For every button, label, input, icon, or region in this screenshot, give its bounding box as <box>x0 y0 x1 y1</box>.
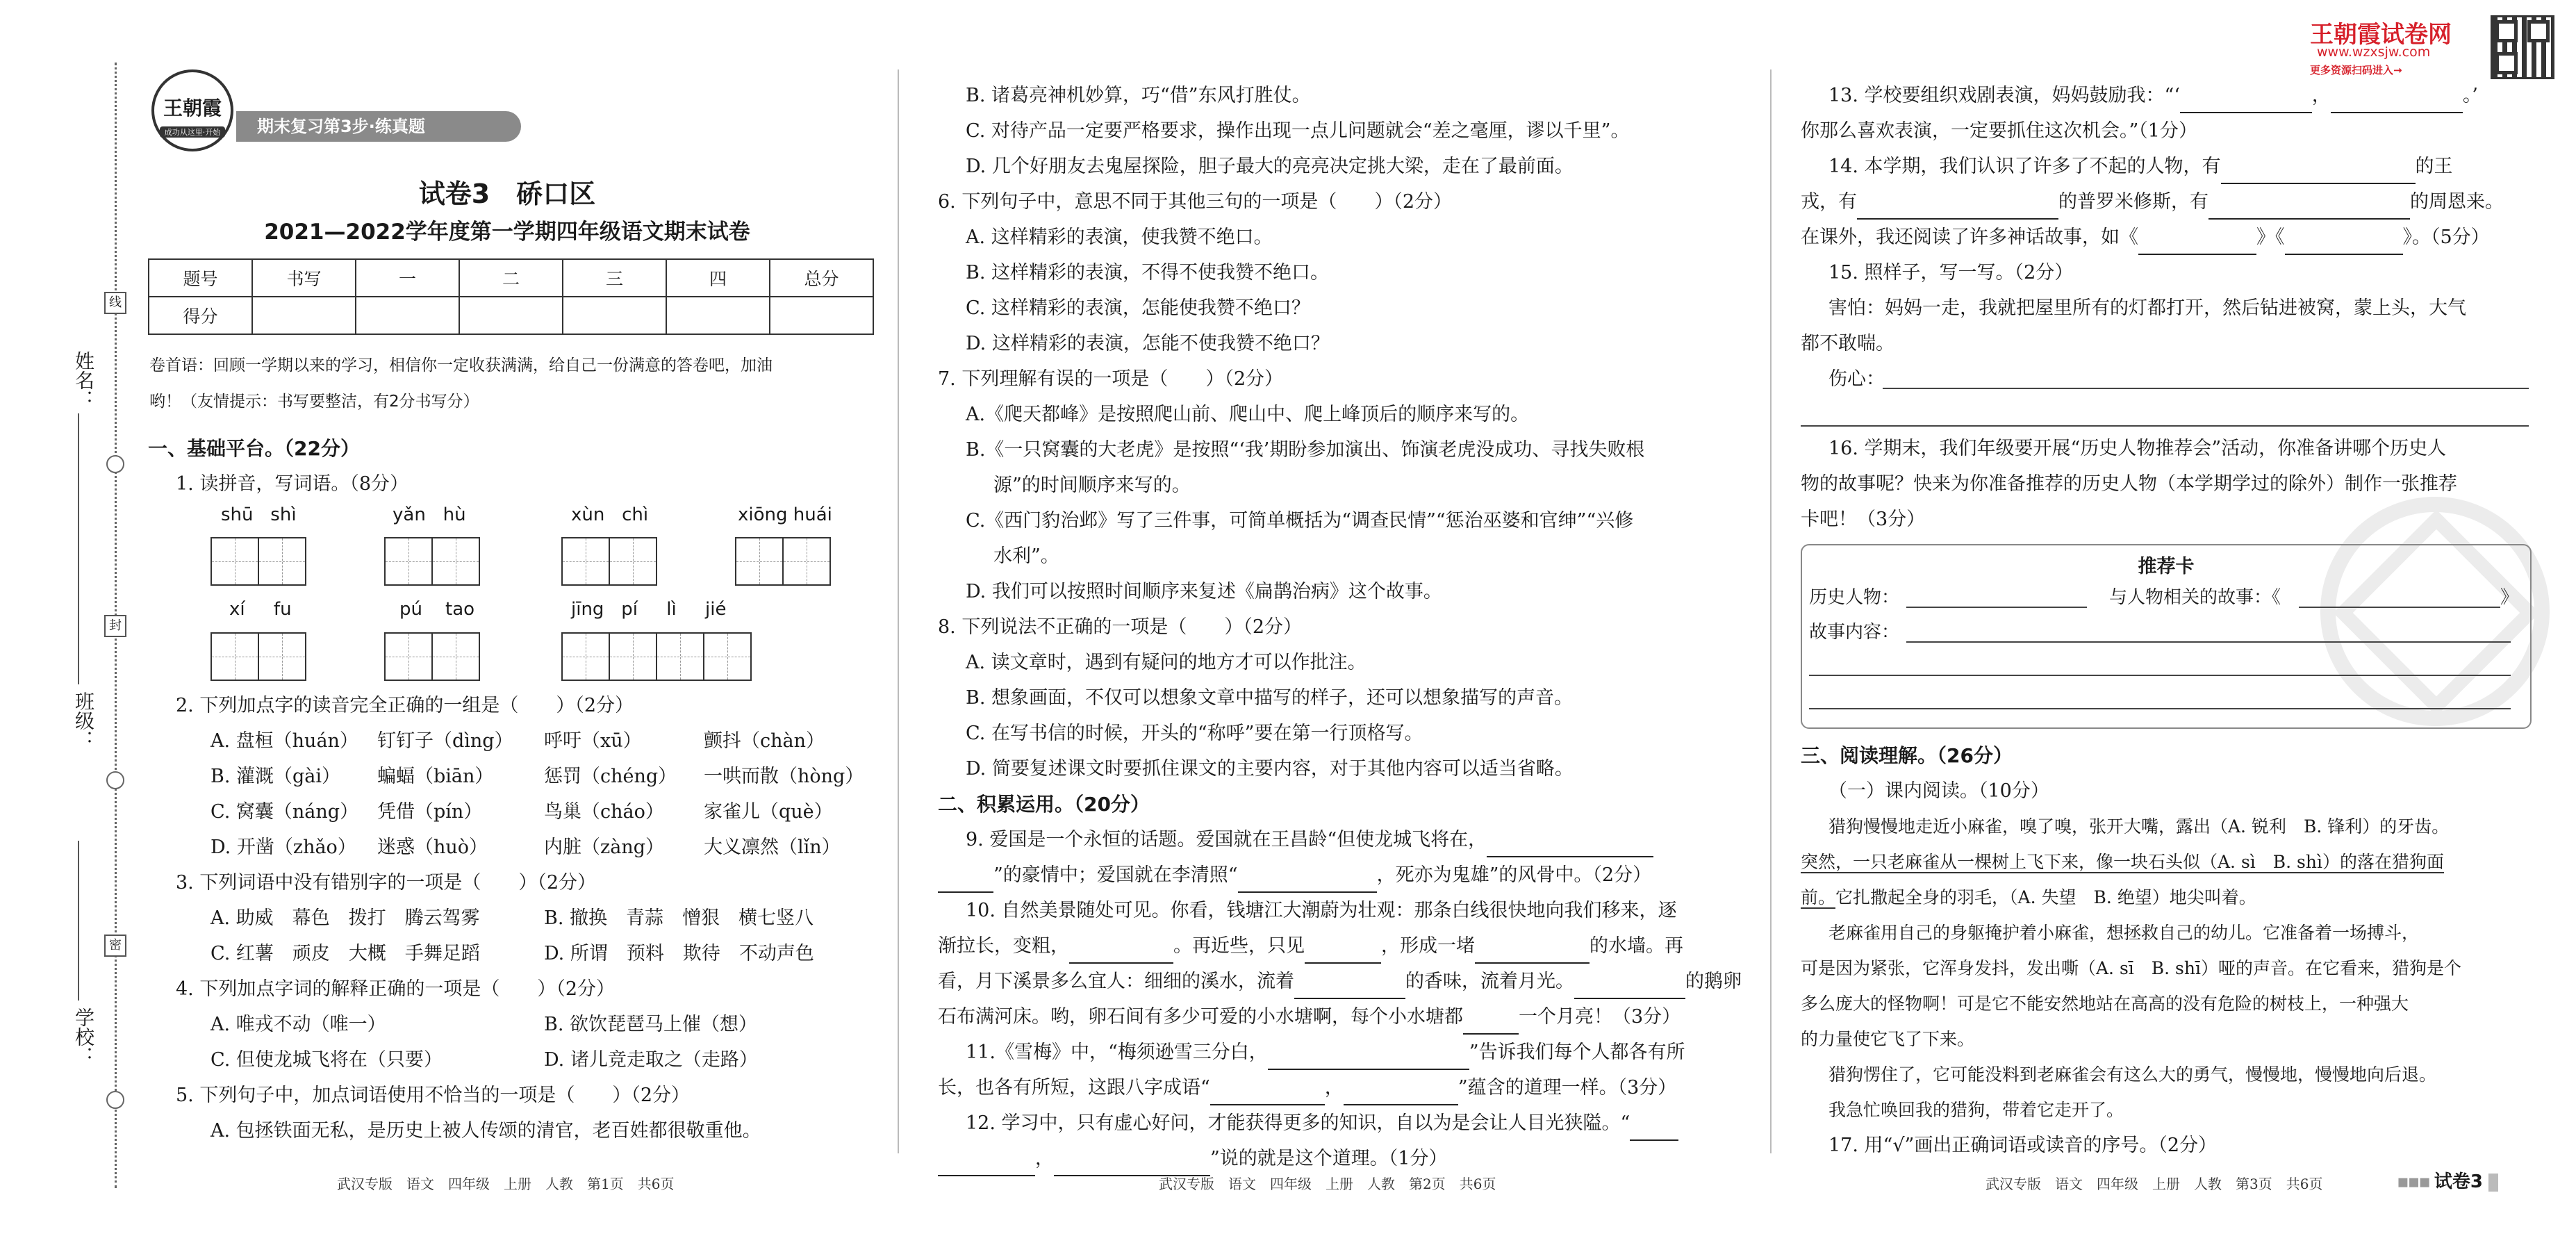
underlined-sentence: 突然，一只老麻雀从一棵树上飞下来，像一块石头似（A. sì B. shì）的落在猎狗面 <box>1801 852 2444 872</box>
score-header: 一 <box>356 259 459 297</box>
question-12 <box>938 1105 1751 1141</box>
column-divider <box>1770 69 1772 1153</box>
option[interactable]: B. 想象画面，不仅可以想象文章中描写的样子，还可以想象描写的声音。 <box>966 687 1574 709</box>
score-header: 四 <box>666 259 770 297</box>
score-header: 题号 <box>149 259 252 297</box>
question-5: 5. 下列句子中，加点词语使用不恰当的一项是（ ）（2分） <box>176 1085 691 1106</box>
pinyin-yanhu: yǎn hù <box>393 504 466 525</box>
qr-code-icon[interactable] <box>2491 15 2554 79</box>
answer-blank[interactable] <box>1487 835 1653 857</box>
column-2 <box>938 78 1751 1176</box>
answer-label-sad: 伤心： <box>1828 368 1885 390</box>
page-footer: 武汉专版 语文 四年级 上册 人教 第1页 共6页 <box>337 1176 675 1192</box>
answer-blank[interactable] <box>1294 977 1405 999</box>
option-row <box>210 1042 870 1078</box>
question-text: 》《 <box>2256 227 2285 248</box>
exam-subtitle: 2021—2022学年度第一学期四年级语文期末试卷 <box>264 220 750 245</box>
option: 迷惑（huò） <box>377 837 488 858</box>
option[interactable]: C.《西门豹治邺》写了三件事，可简单概括为“调查民情”“惩治巫婆和官绅”“兴修 <box>966 510 1634 532</box>
question-11 <box>938 1035 1751 1070</box>
card-story-end: 》 <box>2500 587 2519 608</box>
page-footer: 武汉专版 语文 四年级 上册 人教 第3页 共6页 <box>1985 1176 2323 1192</box>
tag-bar-icon <box>2488 1174 2498 1192</box>
option[interactable]: C. 窝囊（náng） <box>210 801 359 823</box>
option[interactable]: B. 诸葛亮神机妙算，巧“借”东风打胜仗。 <box>966 85 1311 106</box>
question-text: ， <box>2311 85 2331 106</box>
score-header: 书写 <box>252 259 356 297</box>
class-label: 班级： <box>72 691 95 750</box>
option-continued: 源”的时间顺序来写的。 <box>993 475 1191 496</box>
card-content-line[interactable] <box>1809 675 2511 676</box>
question-text: 看，月下溪景多么宜人：细细的溪水，流着 <box>938 971 1294 992</box>
section-heading: 二、积累运用。（20分） <box>938 793 1150 816</box>
answer-blank[interactable] <box>2180 91 2312 113</box>
question-text: 长，也各有所短，这跟八字成语“ <box>938 1077 1210 1098</box>
question-10-cont <box>938 928 1751 964</box>
option: 颤抖（chàn） <box>704 730 825 752</box>
school-label: 学校： <box>72 1007 95 1066</box>
binding-hole <box>106 1091 124 1109</box>
intro-line: 哟！（友情提示：书写要整洁，有2分书写分） <box>149 393 479 411</box>
option[interactable]: B. 欲饮琵琶马上催（想） <box>544 1014 758 1035</box>
question-2: 2. 下列加点字的读音完全正确的一组是（ ）（2分） <box>176 695 634 716</box>
question-text: ， <box>1324 1077 1344 1098</box>
passage-line: 多么庞大的怪物啊！可是它不能安然地站在高高的没有危险的树枝上，一种强大 <box>1801 994 2409 1014</box>
question-1: 1. 读拼音，写词语。（8分） <box>176 473 409 495</box>
option[interactable]: D. 所谓 预料 欺待 不动声色 <box>544 943 814 964</box>
question-6: 6. 下列句子中，意思不同于其他三句的一项是（ ）（2分） <box>938 191 1453 213</box>
score-header: 二 <box>459 259 563 297</box>
option[interactable]: A. 这样精彩的表演，使我赞不绝口。 <box>966 227 1273 248</box>
card-content-label: 故事内容： <box>1809 622 1900 643</box>
question-text: ”的豪情中；爱国就在李清照“ <box>993 864 1238 886</box>
card-content-line[interactable] <box>1906 641 2511 643</box>
step-banner: 期末复习第3步·练真题 <box>236 111 521 142</box>
paper-tag <box>2397 1167 2498 1193</box>
score-header: 三 <box>563 259 666 297</box>
char-grid[interactable] <box>210 632 305 681</box>
answer-blank[interactable] <box>1305 941 1381 964</box>
seal-box-secret: 密 <box>104 935 126 957</box>
intro-line: 卷首语：回顾一学期以来的学习，相信你一定收获满满，给自己一份满意的答卷吧，加油 <box>149 356 773 374</box>
question-13-cont: 你那么喜欢表演，一定要抓住这次机会。”（1分） <box>1801 120 2197 142</box>
answer-blank[interactable] <box>2331 91 2463 113</box>
question-16: 16. 学期末，我们年级要开展“历史人物推荐会”活动，你准备讲哪个历史人 <box>1828 438 2447 459</box>
binding-hole <box>106 771 124 789</box>
section-heading: 三、阅读理解。（26分） <box>1801 744 2013 767</box>
answer-blank[interactable] <box>938 871 993 893</box>
question-10-cont <box>938 964 1751 999</box>
column-3 <box>1801 78 2537 397</box>
pinyin-jingpilijie: jīng pí lì jié <box>571 599 727 620</box>
option: 呼吁（xū） <box>544 730 642 752</box>
passage-text: 它扎撒起全身的羽毛，（A. 失望 B. 绝望）地尖叫着。 <box>1835 887 2256 907</box>
option: 鸟巢（cháo） <box>544 801 664 823</box>
option: 家雀儿（què） <box>704 801 833 823</box>
question-text: 渐拉长，变粗， <box>938 935 1069 957</box>
option[interactable]: C. 对待产品一定要严格要求，操作出现一点儿问题就会“差之毫厘，谬以千里”。 <box>966 120 1630 142</box>
reading-passage <box>1801 809 2544 1128</box>
option: 一哄而散（hòng） <box>704 766 864 787</box>
question-15: 15. 照样子，写一写。（2分） <box>1828 262 2074 283</box>
binding-hole <box>106 455 124 473</box>
char-grid[interactable] <box>210 537 305 586</box>
question-9-cont <box>938 857 1751 893</box>
answer-blank[interactable] <box>1857 197 2058 220</box>
underlined-sentence: 前。 <box>1801 887 1836 907</box>
question-3: 3. 下列词语中没有错别字的一项是（ ）（2分） <box>176 872 597 894</box>
tag-dots-icon: ▪▪▪ <box>2397 1171 2434 1192</box>
card-content-line[interactable] <box>1809 708 2511 709</box>
question-17: 17. 用“√”画出正确词语或读音的序号。（2分） <box>1828 1135 2218 1156</box>
option-row <box>210 723 870 759</box>
option: 钉钉子（dìng） <box>377 730 513 752</box>
passage-line: 猎狗慢慢地走近小麻雀，嗅了嗅，张开大嘴，露出（A. 锐利 B. 锋利）的牙齿。 <box>1828 816 2450 837</box>
question-text: 石布满河床。哟，卵石间有多少可爱的小水塘啊，每个小水塘都 <box>938 1006 1463 1028</box>
answer-blank[interactable] <box>1574 977 1685 999</box>
char-grid[interactable] <box>384 537 479 586</box>
example-text: 都不敢喘。 <box>1801 333 1894 354</box>
option-row <box>210 1007 870 1042</box>
q3-options <box>148 900 870 971</box>
passage-line: 我急忙唤回我的猎狗，带着它走开了。 <box>1828 1100 2124 1120</box>
option-row <box>210 936 870 971</box>
page-footer: 武汉专版 语文 四年级 上册 人教 第2页 共6页 <box>1159 1176 1496 1192</box>
option: 内脏（zàng） <box>544 837 664 858</box>
column-3-q16 <box>1801 431 2537 537</box>
logo-text: 王朝霞 <box>163 97 222 120</box>
passage-line <box>1801 844 2544 880</box>
option[interactable]: A. 包拯铁面无私，是历史上被人传颂的清官，老百姓都很敬重他。 <box>210 1120 761 1142</box>
card-title: 推荐卡 <box>2138 556 2195 577</box>
question-13 <box>1801 78 2537 113</box>
answer-blank[interactable] <box>938 1154 1035 1176</box>
option-continued: 水利”。 <box>993 545 1059 567</box>
question-text: 的水墙。再 <box>1590 935 1683 957</box>
option[interactable]: D. 这样精彩的表演，怎能不使我赞不绝口？ <box>966 333 1330 354</box>
question-text: 的周恩来。 <box>2410 191 2504 213</box>
question-11-cont <box>938 1070 1751 1105</box>
column-3-reading <box>1801 738 2544 1163</box>
option[interactable]: D. 开凿（zhǎo） <box>210 837 356 858</box>
answer-blank[interactable] <box>1475 941 1590 964</box>
question-14 <box>1801 149 2537 184</box>
answer-line[interactable] <box>1883 388 2529 389</box>
pinyin-xifu: xí fu <box>229 599 292 620</box>
option: 惩罚（chéng） <box>544 766 677 787</box>
column-1-lower <box>148 688 870 1149</box>
pinyin-xunchi: xùn chì <box>571 504 649 525</box>
option[interactable]: D. 我们可以按照时间顺序来复述《扁鹊治病》这个故事。 <box>966 581 1442 602</box>
seal-box-seal: 封 <box>104 615 126 637</box>
char-grid[interactable] <box>561 632 750 681</box>
answer-blank[interactable] <box>1238 871 1377 893</box>
question-text: 12. 学习中，只有虚心好问，才能获得更多的知识，自以为是会让人目光狭隘。“ <box>966 1112 1630 1134</box>
name-label: 姓名： <box>72 351 95 409</box>
option[interactable]: A. 助威 幕色 拨打 腾云驾雾 <box>210 907 480 929</box>
question-text: 戎，有 <box>1801 191 1857 213</box>
question-14-cont <box>1801 220 2537 255</box>
answer-blank[interactable] <box>1268 1048 1469 1070</box>
answer-line[interactable] <box>1801 425 2529 427</box>
answer-blank[interactable] <box>2285 233 2403 255</box>
answer-blank[interactable] <box>1344 1083 1458 1105</box>
option[interactable]: C. 但使龙城飞将在（只要） <box>210 1049 443 1071</box>
question-text: 的香味，流着月光。 <box>1405 971 1574 992</box>
option[interactable]: A. 盘桓（huán） <box>210 730 358 752</box>
brand-tagline: 更多资源扫码进入→ <box>2310 64 2402 76</box>
option: 蝙蝠（biān） <box>377 766 494 787</box>
card-person-field[interactable] <box>1906 607 2087 608</box>
school-field[interactable] <box>78 841 79 1001</box>
option[interactable]: A.《爬天都峰》是按照爬山前、爬山中、爬上峰顶后的顺序来写的。 <box>966 404 1530 425</box>
question-text: ”说的就是这个道理。（1分） <box>1210 1148 1448 1169</box>
passage-line: 的力量使它飞了下来。 <box>1801 1029 1975 1049</box>
option[interactable]: C. 红薯 顽皮 大概 手舞足蹈 <box>210 943 480 964</box>
question-8: 8. 下列说法不正确的一项是（ ）（2分） <box>938 616 1303 638</box>
answer-blank[interactable] <box>1463 1012 1519 1035</box>
passage-line <box>1801 880 2544 915</box>
question-text: ，形成一堵 <box>1381 935 1475 957</box>
question-16-cont: 卡吧！（3分） <box>1801 509 1926 530</box>
question-7: 7. 下列理解有误的一项是（ ）（2分） <box>938 368 1284 390</box>
logo-slogan: 成功从这里·开始 <box>160 126 225 138</box>
pinyin-putao: pú tao <box>399 599 475 620</box>
question-text: ”蕴含的道理一样。（3分） <box>1458 1077 1677 1098</box>
column-1 <box>148 431 870 502</box>
answer-blank[interactable] <box>1069 941 1173 964</box>
question-text: 11.《雪梅》中，“梅须逊雪三分白， <box>966 1042 1268 1063</box>
question-4: 4. 下列加点字词的解释正确的一项是（ ）（2分） <box>176 978 616 1000</box>
column-divider <box>898 69 899 1153</box>
card-person-label: 历史人物： <box>1809 587 1900 608</box>
question-text: ， <box>1035 1148 1054 1169</box>
answer-blank[interactable] <box>2208 197 2410 220</box>
option[interactable]: B. 这样精彩的表演，不得不使我赞不绝口。 <box>966 262 1330 283</box>
section-heading: 一、基础平台。（22分） <box>148 437 360 460</box>
class-field[interactable] <box>78 518 79 684</box>
score-cell[interactable] <box>563 297 666 334</box>
option[interactable]: A. 唯戎不动（唯一） <box>210 1014 386 1035</box>
option-row <box>210 830 870 865</box>
question-text: 的王 <box>2415 156 2453 177</box>
paper-tag-label: 试卷3 <box>2434 1171 2484 1192</box>
exam-title: 试卷3 硚口区 <box>418 179 596 209</box>
question-text: 9. 爱国是一个永恒的话题。爱国就在王昌龄“但使龙城飞将在， <box>966 829 1487 850</box>
question-text: 。再近些，只见 <box>1173 935 1305 957</box>
question-text: 14. 本学期，我们认识了许多了不起的人物，有 <box>1828 156 2221 177</box>
answer-blank[interactable] <box>1630 1119 1678 1141</box>
question-text: 的鹅卵 <box>1685 971 1742 992</box>
question-text: 13. 学校要组织戏剧表演，妈妈鼓励我：“‘ <box>1828 85 2180 106</box>
score-cell[interactable] <box>459 297 563 334</box>
question-text: 》。（5分） <box>2402 227 2490 248</box>
passage-line: 老麻雀用自己的身躯掩护着小麻雀，想拯救自己的幼儿。它准备着一场搏斗， <box>1828 923 2420 943</box>
score-cell[interactable] <box>356 297 459 334</box>
char-grid[interactable] <box>561 537 656 586</box>
question-10-cont <box>938 999 1751 1035</box>
brand-url: www.wzxsjw.com <box>2317 44 2431 60</box>
q4-options <box>148 1007 870 1078</box>
seal-box-line: 线 <box>104 292 126 314</box>
question-text: 。’ <box>2462 85 2479 106</box>
intro-text <box>149 347 773 420</box>
question-text: ，死亦为鬼雄”的风骨中。（2分） <box>1376 864 1652 886</box>
option[interactable]: B.《一只窝囊的大老虎》是按照“‘我’期盼参加演出、饰演老虎没成功、寻找失败根 <box>966 439 1645 461</box>
answer-blank[interactable] <box>2221 162 2416 184</box>
question-text: 一个月亮！（3分） <box>1519 1006 1681 1028</box>
pinyin-xionghuai: xiōng huái <box>738 504 832 525</box>
option[interactable]: D. 几个好朋友去鬼屋探险，胆子最大的亮亮决定挑大梁，走在了最前面。 <box>966 156 1574 177</box>
passage-line: 猎狗愣住了，它可能没料到老麻雀会有这么大的勇气，慢慢地，慢慢地向后退。 <box>1828 1064 2437 1085</box>
option[interactable]: C. 在写书信的时候，开头的“称呼”要在第一行顶格写。 <box>966 723 1423 744</box>
sub-heading: （一）课内阅读。（10分） <box>1828 780 2049 802</box>
char-grid[interactable] <box>735 537 829 586</box>
option[interactable]: D. 简要复述课文时要抓住课文的主要内容，对于其他内容可以适当省略。 <box>966 758 1574 780</box>
score-header: 总分 <box>770 259 873 297</box>
recommendation-card <box>1801 544 2532 729</box>
score-cell[interactable] <box>770 297 873 334</box>
q2-options <box>148 723 870 865</box>
brand-name: 王朝霞试卷网 <box>2310 21 2452 49</box>
score-row-label: 得分 <box>149 297 252 334</box>
card-story-label: 与人物相关的故事：《 <box>2109 587 2281 608</box>
option[interactable]: D. 诸儿竞走取之（走路） <box>544 1049 758 1071</box>
option[interactable]: C. 这样精彩的表演，怎能使我赞不绝口？ <box>966 297 1310 319</box>
question-12-cont <box>938 1141 1751 1176</box>
question-9 <box>938 822 1751 857</box>
question-10: 10. 自然美景随处可见。你看，钱塘江大潮蔚为壮观：那条白线很快地向我们移来，逐 <box>966 900 1677 921</box>
question-16-cont: 物的故事呢？快来为你准备推荐的历史人物（本学期学过的除外）制作一张推荐 <box>1801 473 2457 495</box>
passage-line: 可是因为紧张，它浑身发抖，发出嘶（A. sī B. shī）哑的声音。在它看来，猎狗是个 <box>1801 958 2461 978</box>
answer-blank[interactable] <box>2138 233 2256 255</box>
option-row <box>210 900 870 936</box>
score-cell[interactable] <box>666 297 770 334</box>
question-text: 在课外，我还阅读了许多神话故事，如《 <box>1801 227 2138 248</box>
option-row <box>210 794 870 830</box>
option: 凭借（pín） <box>377 801 483 823</box>
logo <box>151 69 233 151</box>
option[interactable]: B. 灌溉（gài） <box>210 766 341 787</box>
char-grid[interactable] <box>384 632 479 681</box>
example-text: 害怕：妈妈一走，我就把屋里所有的灯都打开，然后钻进被窝，蒙上头，大气 <box>1828 297 2466 319</box>
question-14-cont <box>1801 184 2537 220</box>
option[interactable]: A. 读文章时，遇到有疑问的地方才可以作批注。 <box>966 652 1367 673</box>
option: 大义凛然（lǐn） <box>704 837 841 858</box>
question-text: ”告诉我们每个人都各有所 <box>1469 1042 1685 1063</box>
option[interactable]: B. 撤换 青蒜 憎狠 横七竖八 <box>544 907 814 929</box>
score-table <box>148 258 874 335</box>
option-row <box>210 759 870 794</box>
answer-blank[interactable] <box>1210 1083 1325 1105</box>
score-cell[interactable] <box>252 297 356 334</box>
pinyin-shushi: shū shì <box>221 504 297 525</box>
question-text: 的普罗米修斯，有 <box>2058 191 2208 213</box>
card-story-field[interactable] <box>2299 607 2500 608</box>
